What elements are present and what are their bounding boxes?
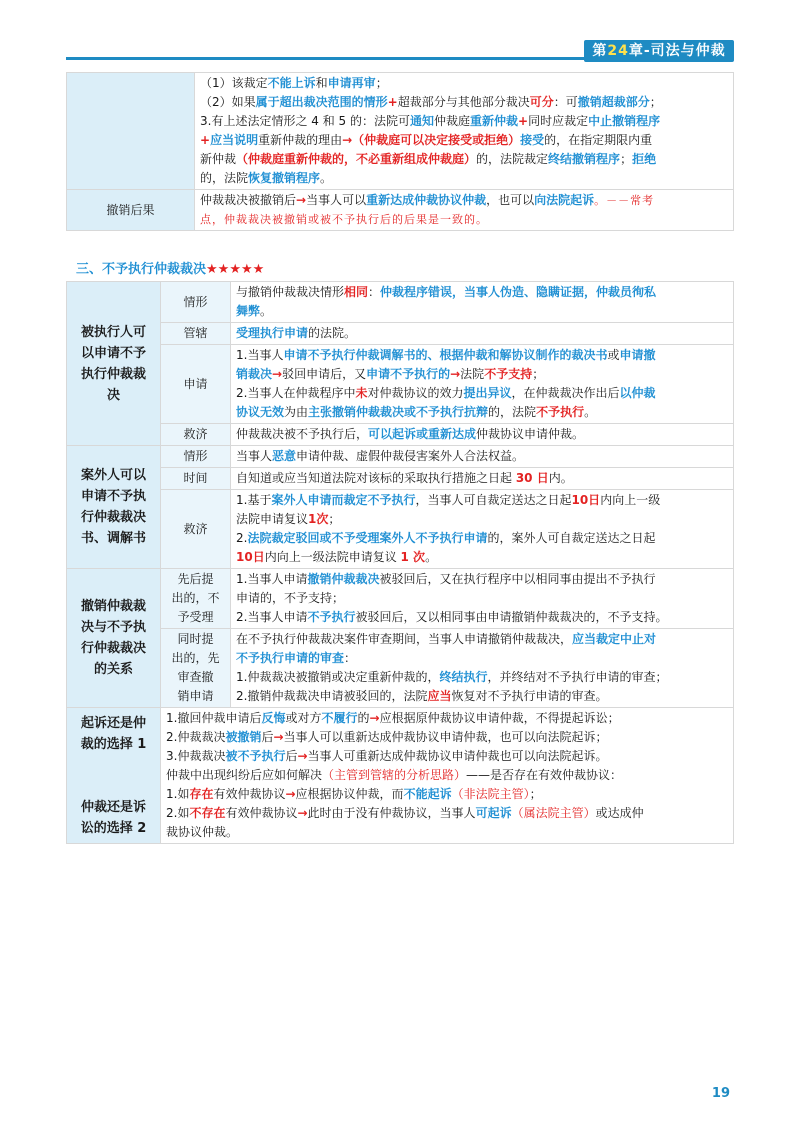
text-run: ： [368, 285, 381, 299]
main-table-row [67, 468, 734, 490]
text-run: ，在仲裁裁决作出后 [511, 386, 620, 400]
text-run: 1.当事人 [236, 348, 284, 362]
text-line [236, 403, 728, 422]
text-run: → [285, 787, 296, 801]
text-run: 有效仲裁协议 [213, 787, 286, 801]
text-run: 1.仲裁裁决被撤销或决定重新仲裁的， [236, 670, 440, 684]
row-label: 撤销后果 [67, 190, 195, 231]
top-table-row [67, 73, 734, 190]
text-run: 应当 [427, 689, 452, 703]
category-line: 申请不予执 [80, 489, 146, 504]
subcategory-cell [161, 282, 231, 323]
text-run: 属于超出裁决范围的情形 [255, 95, 388, 109]
subcategory-line: 予受理 [177, 610, 214, 624]
category-line: 行仲裁裁决 [80, 641, 146, 656]
text-line [236, 529, 728, 548]
category-line: 行仲裁裁决 [80, 510, 146, 525]
text-line [236, 608, 728, 627]
text-run: 应根据原仲裁协议申请仲裁，不得提起诉讼； [379, 711, 620, 725]
category-line: 决与不予执 [80, 620, 146, 635]
text-run: 不能起诉 [403, 787, 452, 801]
text-run: 在不予执行仲裁裁决案件审查期间，当事人申请撤销仲裁裁决， [236, 632, 573, 646]
text-run: → [450, 367, 461, 381]
text-run: 不予支持 [484, 367, 533, 381]
chapter-suffix: 章-司法与仲裁 [628, 43, 726, 59]
text-line [236, 630, 728, 649]
text-run: 协议无效 [236, 405, 285, 419]
subcategory-line: 先后提 [177, 572, 214, 586]
text-run: 存在 [189, 787, 214, 801]
main-table-row [67, 345, 734, 424]
subcategory-line: 审查撤 [177, 670, 214, 684]
text-run: 申请撤 [619, 348, 656, 362]
text-line [166, 785, 728, 804]
text-run: 被撤销 [225, 730, 262, 744]
subcategory-cell [161, 424, 231, 446]
subcategory-cell [161, 323, 231, 345]
text-run: ； [620, 152, 633, 166]
category-line: 案外人可以 [80, 468, 146, 483]
text-run: 。 [320, 171, 333, 185]
subcategory-line: 申请 [183, 376, 208, 391]
text-line [236, 384, 728, 403]
text-run: 仲裁庭 [434, 114, 471, 128]
text-run: 仲裁裁决被不予执行后， [236, 427, 369, 441]
text-run: ，并终结对不予执行申请的审查； [487, 670, 668, 684]
text-line [236, 491, 728, 510]
text-run: （2）如果 [200, 95, 256, 109]
page-header [0, 38, 800, 66]
text-run: 不履行 [321, 711, 358, 725]
top-table-body [67, 73, 734, 231]
content-cell [231, 490, 734, 569]
text-run: （1）该裁定 [200, 76, 268, 90]
text-run: 不予执行 [536, 405, 585, 419]
text-run: ：可 [553, 95, 578, 109]
text-run: 或 [607, 348, 620, 362]
section-title-text: 三、不予执行仲裁裁决 [76, 262, 207, 277]
row-content [195, 190, 734, 231]
text-run: 中止撤销程序 [588, 114, 661, 128]
text-run: →（仲裁庭可以决定接受或拒绝） [342, 133, 521, 147]
text-line [166, 823, 728, 842]
main-table-body [67, 282, 734, 844]
text-run: 10日 [571, 493, 601, 507]
content-cell [231, 323, 734, 345]
subcategory-cell [161, 569, 231, 629]
text-run: 的，法院 [488, 405, 537, 419]
text-run: 1次 [308, 512, 329, 526]
category-line: 执行仲裁裁 [80, 366, 146, 382]
subcategory-line: 出的，先 [171, 651, 220, 665]
text-run: + [200, 133, 211, 147]
text-run: 。 [425, 550, 438, 564]
text-run: 2.当事人在仲裁程序中 [236, 386, 356, 400]
text-run: 30 日 [515, 471, 549, 485]
text-run: 舞弊 [236, 304, 261, 318]
text-run: 拒绝 [632, 152, 657, 166]
main-table-row [67, 323, 734, 345]
category-line: 裁的选择 1 [80, 736, 147, 752]
text-run: ，当事人可自裁定送达之日起 [415, 493, 572, 507]
text-run: 以仲裁 [619, 386, 656, 400]
content-cell [231, 282, 734, 323]
text-run: 自知道或应当知道法院对该标的采取执行措施之日起 [236, 471, 516, 485]
category-cell [67, 569, 161, 708]
text-run: 的 [357, 711, 370, 725]
text-line [200, 210, 728, 229]
text-run: 不存在 [189, 806, 226, 820]
text-run: → [272, 367, 283, 381]
category-line: 仲裁还是诉 [80, 799, 146, 815]
text-run: 法院申请复议 [236, 512, 309, 526]
text-run: 的，法院 [200, 171, 249, 185]
content-cell [161, 708, 734, 844]
text-run: → [297, 749, 308, 763]
text-run: 2.撤销仲裁裁决申请被驳回的，法院 [236, 689, 428, 703]
text-run: 恢复撤销程序 [248, 171, 321, 185]
text-run: 法院 [460, 367, 485, 381]
text-run: 和 [315, 76, 328, 90]
text-run: 法院裁定驳回或不予受理案外人不予执行申请 [247, 531, 488, 545]
text-line [236, 649, 728, 668]
text-run: 被不予执行 [225, 749, 286, 763]
text-run: 裁协议仲裁。 [166, 825, 239, 839]
text-run: （主管到管辖的分析思路） [322, 768, 467, 782]
text-line [200, 93, 728, 112]
text-run: 1.基于 [236, 493, 272, 507]
content-cell [231, 446, 734, 468]
subcategory-line: 情形 [183, 294, 208, 309]
subcategory-cell [161, 446, 231, 468]
text-run: 恶意 [272, 449, 297, 463]
text-run: 申请再审 [327, 76, 376, 90]
chapter-number: 24 [607, 43, 629, 59]
text-run: 后 [285, 749, 298, 763]
text-run: + [518, 114, 529, 128]
text-run: （属法院主管） [511, 806, 596, 820]
text-line [200, 112, 728, 131]
text-run: 。 [584, 405, 597, 419]
subcategory-line: 出的，不 [171, 591, 220, 605]
category-line: 书、调解书 [80, 531, 146, 546]
text-line [200, 150, 728, 169]
category-line [75, 755, 152, 776]
top-table-row [67, 190, 734, 231]
text-run: ； [375, 76, 388, 90]
text-run: ——是否存在有效仲裁协议： [466, 768, 623, 782]
header-rule [66, 57, 650, 60]
text-run: 重新仲裁的理由 [258, 133, 343, 147]
text-run: 受理执行申请 [236, 326, 309, 340]
text-run: 不予执行申请的审查 [236, 651, 345, 665]
importance-stars: ★★★★★ [206, 262, 265, 277]
text-run: （非法院主管） [451, 787, 530, 801]
text-run: ； [529, 787, 542, 801]
text-line [200, 131, 728, 150]
content-cell [231, 345, 734, 424]
text-run: 向法院起诉 [534, 193, 595, 207]
text-run: 未 [355, 386, 368, 400]
text-run: 2. [236, 531, 248, 545]
text-line [236, 570, 728, 589]
text-run: 申请不予执行仲裁调解书的、根据仲裁和解协议制作的裁决书 [283, 348, 608, 362]
text-line [236, 548, 728, 567]
text-run: 超裁部分与其他部分裁决 [397, 95, 530, 109]
text-run: 终结撤销程序 [548, 152, 621, 166]
row-label [67, 73, 195, 190]
text-run: 案外人申请而裁定不予执行 [271, 493, 416, 507]
text-run: 内向上一级 [600, 493, 661, 507]
text-run: 仲裁中出现纠纷后应如何解决 [166, 768, 323, 782]
text-run: 。－－常考 [594, 194, 655, 207]
text-line [236, 510, 728, 529]
subcategory-cell [161, 345, 231, 424]
main-table-row [67, 708, 734, 844]
text-run: ； [649, 95, 662, 109]
category-line: 决 [106, 387, 120, 403]
text-line [236, 589, 728, 608]
text-run: 的，案外人可自裁定送达之日起 [487, 531, 656, 545]
top-table [66, 72, 734, 231]
text-run: 被驳回后，又在执行程序中以相同事由提出不予执行 [379, 572, 656, 586]
text-line [236, 469, 728, 488]
text-run: 内。 [548, 471, 573, 485]
chapter-prefix: 第 [592, 43, 608, 59]
text-run: 的，法院裁定 [476, 152, 549, 166]
section-title [76, 258, 264, 277]
category-line: 的关系 [93, 662, 133, 677]
text-run: 1 次 [400, 550, 426, 564]
text-line [236, 668, 728, 687]
text-run: 相同 [344, 285, 369, 299]
subcategory-line: 管辖 [183, 326, 208, 340]
text-run: 应当裁定中止对 [572, 632, 657, 646]
subcategory-line: 销申请 [177, 689, 214, 703]
text-run: 2.如 [166, 806, 190, 820]
text-line [200, 191, 728, 210]
main-table-row [67, 490, 734, 569]
text-line [200, 74, 728, 93]
subcategory-line: 救济 [183, 427, 208, 441]
text-run: 同时应裁定 [528, 114, 589, 128]
text-run: 10日 [236, 550, 265, 564]
text-run: 申请仲裁、虚假仲裁侵害案外人合法权益。 [296, 449, 525, 463]
text-run: → [273, 730, 284, 744]
text-run: ，也可以 [486, 193, 535, 207]
text-run: 对仲裁协议的效力 [367, 386, 464, 400]
main-table-row [67, 569, 734, 629]
text-run: 的法院。 [308, 326, 357, 340]
text-run: 新仲裁 [200, 152, 237, 166]
content-cell [231, 468, 734, 490]
text-run: 重新达成仲裁协议仲裁 [366, 193, 487, 207]
text-run: 当事人可重新达成仲裁协议申请仲裁也可以向法院起诉。 [307, 749, 608, 763]
text-run: 撤销超裁部分 [577, 95, 650, 109]
category-line: 被执行人可 [80, 324, 146, 340]
text-run: 为由 [284, 405, 309, 419]
text-line [236, 302, 728, 321]
text-run: 点，仲裁裁决被撤销或被不予执行后的后果是一致的。 [200, 213, 488, 226]
text-line [236, 324, 728, 343]
text-run: → [297, 806, 308, 820]
text-run: 仲裁程序错误，当事人伪造、隐瞒证据，仲裁员徇私 [380, 285, 657, 299]
subcategory-line: 救济 [183, 521, 208, 536]
subcategory-line: 情形 [183, 449, 208, 463]
text-line [236, 425, 728, 444]
text-line [166, 766, 728, 785]
text-run: 2.仲裁裁决 [166, 730, 226, 744]
text-line [200, 169, 728, 188]
text-run: 驳回申请后，又 [282, 367, 367, 381]
category-cell [67, 282, 161, 446]
text-run: 仲裁裁决被撤销后 [200, 193, 297, 207]
subcategory-line: 时间 [183, 471, 208, 485]
text-run: 提出异议 [463, 386, 512, 400]
main-table-row [67, 424, 734, 446]
subcategory-line: 同时提 [177, 632, 214, 646]
text-run: 重新仲裁 [470, 114, 519, 128]
text-run: 申请的，不予支持； [236, 591, 345, 605]
text-run: 1.撤回仲裁申请后 [166, 711, 262, 725]
text-run: 被驳回后，又以相同事由申请撤销仲裁裁决的，不予支持。 [355, 610, 668, 624]
subcategory-cell [161, 468, 231, 490]
text-run: 后 [261, 730, 274, 744]
main-table-row [67, 629, 734, 708]
content-cell [231, 424, 734, 446]
text-run: 与撤销仲裁裁决情形 [236, 285, 345, 299]
text-line [236, 687, 728, 706]
text-run: 。 [260, 304, 273, 318]
text-run: 3.有上述法定情形之 4 和 5 的：法院可 [200, 114, 410, 128]
text-run: ： [344, 651, 357, 665]
main-table-row [67, 282, 734, 323]
category-cell [67, 708, 161, 844]
text-run: ； [328, 512, 341, 526]
text-run: （仲裁庭重新仲裁的，不必重新组成仲裁庭） [236, 152, 477, 166]
text-run: 应当说明 [210, 133, 259, 147]
text-run: 终结执行 [439, 670, 488, 684]
text-line [236, 365, 728, 384]
category-line: 起诉还是仲 [80, 715, 146, 731]
text-line [166, 728, 728, 747]
text-run: 1.当事人申请 [236, 572, 308, 586]
row-content [195, 73, 734, 190]
text-run: 或达成仲 [595, 806, 644, 820]
main-table [66, 281, 734, 844]
text-run: 不予执行 [307, 610, 356, 624]
text-run: 2.当事人申请 [236, 610, 308, 624]
text-run: 主张撤销仲裁裁决或不予执行抗辩 [308, 405, 489, 419]
text-run: ； [532, 367, 545, 381]
text-run: 销裁决 [236, 367, 273, 381]
text-run: 可起诉 [475, 806, 512, 820]
text-line [166, 804, 728, 823]
text-run: 恢复对不予执行申请的审查。 [451, 689, 608, 703]
text-line [236, 346, 728, 365]
category-line [75, 776, 152, 797]
text-run: 内向上一级法院申请复议 [264, 550, 401, 564]
text-run: 撤销仲裁裁决 [307, 572, 380, 586]
text-run: 应根据协议仲裁，而 [295, 787, 404, 801]
content-cell [231, 629, 734, 708]
text-run: 仲裁协议申请仲裁。 [476, 427, 585, 441]
text-run: 当事人可以 [306, 193, 367, 207]
text-run: 有效仲裁协议 [225, 806, 298, 820]
text-run: → [296, 193, 307, 207]
text-line [166, 709, 728, 728]
text-run: 此时由于没有仲裁协议，当事人 [307, 806, 476, 820]
text-run: 3.仲裁裁决 [166, 749, 226, 763]
subcategory-cell [161, 490, 231, 569]
text-run: → [369, 711, 380, 725]
category-line: 撤销仲裁裁 [80, 599, 146, 614]
text-run: 不能上诉 [267, 76, 316, 90]
category-cell [67, 446, 161, 569]
category-line: 以申请不予 [80, 345, 146, 361]
main-table-row [67, 446, 734, 468]
text-run: 通知 [409, 114, 434, 128]
text-run: 接受 [520, 133, 545, 147]
content-cell [231, 569, 734, 629]
text-run: 或对方 [285, 711, 322, 725]
text-run: 可分 [529, 95, 554, 109]
text-run: 当事人 [236, 449, 273, 463]
subcategory-cell [161, 629, 231, 708]
text-line [166, 747, 728, 766]
text-run: 当事人可以重新达成仲裁协议申请仲裁，也可以向法院起诉； [283, 730, 608, 744]
text-run: 反悔 [261, 711, 286, 725]
category-line: 讼的选择 2 [80, 820, 147, 836]
chapter-tag [584, 40, 734, 62]
text-run: 1.如 [166, 787, 190, 801]
text-run: 的，在指定期限内重 [544, 133, 653, 147]
text-line [236, 283, 728, 302]
page-number: 19 [711, 1086, 730, 1101]
text-run: 可以起诉或重新达成 [368, 427, 477, 441]
text-run: + [387, 95, 398, 109]
text-run: 申请不予执行的 [366, 367, 451, 381]
text-line [236, 447, 728, 466]
